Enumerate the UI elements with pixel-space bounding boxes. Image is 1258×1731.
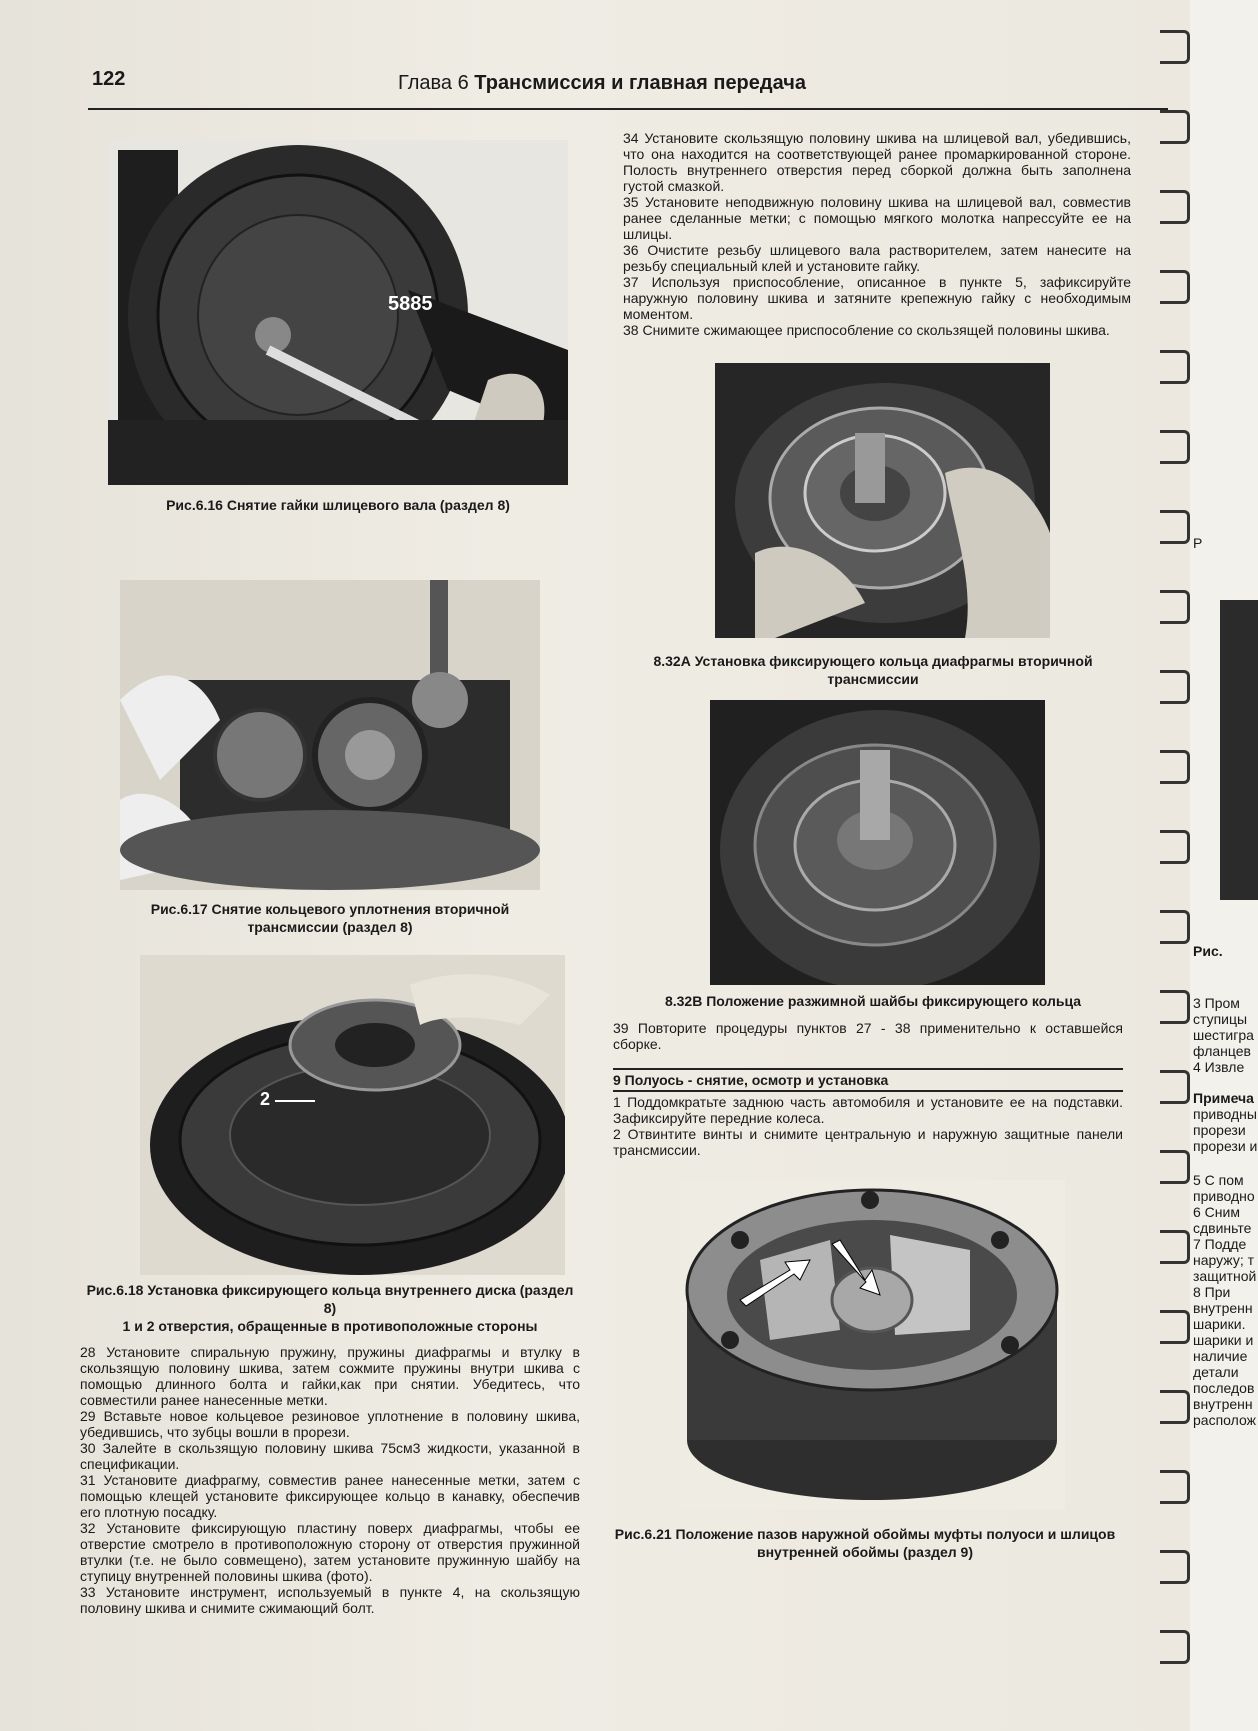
next-page-fragment: приводно bbox=[1193, 1188, 1255, 1204]
binding-ring bbox=[1160, 430, 1190, 464]
binding-ring bbox=[1160, 1550, 1190, 1584]
next-page-fragment: располож bbox=[1193, 1412, 1256, 1428]
binding-ring bbox=[1160, 1470, 1190, 1504]
expansion-washer-illustration bbox=[710, 700, 1045, 985]
diaphragm-ring-illustration bbox=[715, 363, 1050, 638]
next-page-fragment: 4 Извле bbox=[1193, 1059, 1245, 1075]
figure-6-18-subtitle: 1 и 2 отверстия, обращенные в противоположные стороны bbox=[122, 1318, 538, 1334]
next-page-fragment: последов bbox=[1193, 1380, 1255, 1396]
next-page-fragment: приводны bbox=[1193, 1106, 1257, 1122]
right-column-mid-text bbox=[613, 1020, 1123, 1052]
paragraph-35: 35 Установите неподвижную половину шкива на шлицевой вал, совместив ранее сделанные метки; с помощью мягкого молотка напрессуйте ее на шлицы. bbox=[623, 194, 1131, 242]
paragraph-38: 38 Снимите сжимающее приспособление со скользящей половины шкива. bbox=[623, 322, 1110, 338]
next-page-fragment: Примеча bbox=[1193, 1090, 1254, 1106]
binding-ring bbox=[1160, 670, 1190, 704]
section-9-heading: 9 Полуось - снятие, осмотр и установка bbox=[613, 1068, 1123, 1092]
section-9-paragraph-2: 2 Отвинтите винты и снимите центральную и наружную защитные панели трансмиссии. bbox=[613, 1126, 1123, 1158]
binding-ring bbox=[1160, 110, 1190, 144]
figure-6-18-photo bbox=[140, 955, 565, 1275]
next-page-fragment: фланцев bbox=[1193, 1043, 1251, 1059]
binding-ring bbox=[1160, 1070, 1190, 1104]
page-number: 122 bbox=[92, 68, 126, 90]
binding-ring bbox=[1160, 990, 1190, 1024]
binding-ring bbox=[1160, 750, 1190, 784]
next-page-fragment: ступицы bbox=[1193, 1011, 1248, 1027]
next-page-fragment: наличие bbox=[1193, 1348, 1248, 1364]
next-page-fragment: шарики. bbox=[1193, 1316, 1246, 1332]
figure-6-21-caption: Рис.6.21 Положение пазов наружной обоймы муфты полуоси и шлицов внутренней обоймы (раздел 9) bbox=[614, 1526, 1116, 1560]
chapter-name: Трансмиссия и главная передача bbox=[474, 72, 806, 94]
binding-ring bbox=[1160, 1310, 1190, 1344]
figure-6-17-caption: Рис.6.17 Снятие кольцевого уплотнения вторичной трансмиссии (раздел 8) bbox=[150, 901, 510, 935]
next-page-fragment: 8 При bbox=[1193, 1284, 1231, 1300]
next-page-fragment: детали bbox=[1193, 1364, 1239, 1380]
paragraph-29: 29 Вставьте новое кольцевое резиновое уплотнение в половину шкива, убедившись, что зубцы вошли в прорези. bbox=[80, 1408, 580, 1440]
paragraph-36: 36 Очистите резьбу шлицевого вала растворителем, затем нанесите на резьбу специальный клей и установите гайку. bbox=[623, 242, 1131, 274]
paragraph-28: 28 Установите спиральную пружину, пружины диафрагмы и втулку в скользящую половину шкива, затем сожмите пружины внутри шкива с помощью длинного болта и гайки,как при снятии. Убедитесь, что совместили ранее нанесенные метки. bbox=[80, 1344, 580, 1408]
next-page-fragment: 5 С пом bbox=[1193, 1172, 1244, 1188]
paragraph-32: 32 Установите фиксирующую пластину поверх диафрагмы, чтобы ее отверстие смотрело в противоположную сторону от отверстия пружинной втулки (т.е. не было совмещено), затем установите пружинную шайбу на ступицу внутренней половины шкива (фото). bbox=[80, 1520, 580, 1584]
next-page-fragment: прорези и bbox=[1193, 1138, 1258, 1154]
binding-ring bbox=[1160, 350, 1190, 384]
next-page-fragment: 6 Сним bbox=[1193, 1204, 1240, 1220]
figure-8-32a-caption: 8.32А Установка фиксирующего кольца диафрагмы вторичной трансмиссии bbox=[653, 653, 1093, 687]
binding-ring bbox=[1160, 590, 1190, 624]
binding-ring bbox=[1160, 1630, 1190, 1664]
next-page-fragment: Рис. bbox=[1193, 943, 1223, 959]
binding-ring bbox=[1160, 910, 1190, 944]
binding-ring bbox=[1160, 1150, 1190, 1184]
paragraph-30: 30 Залейте в скользящую половину шкива 75см3 жидкости, указанной в спецификации. bbox=[80, 1440, 580, 1472]
binding-ring bbox=[1160, 270, 1190, 304]
next-page-fragment: 3 Пром bbox=[1193, 995, 1240, 1011]
next-page-fragment: шарики и bbox=[1193, 1332, 1254, 1348]
next-page-fragment: 7 Подде bbox=[1193, 1236, 1247, 1252]
figure-6-16-photo bbox=[108, 140, 568, 485]
next-page-fragment: сдвиньте bbox=[1193, 1220, 1252, 1236]
next-page-fragment: Р bbox=[1193, 535, 1203, 551]
figure-6-18-caption bbox=[80, 1281, 580, 1335]
spiral-binding bbox=[1160, 20, 1220, 1720]
next-page-fragment: шестигра bbox=[1193, 1027, 1254, 1043]
figure-6-18-title: Рис.6.18 Установка фиксирующего кольца внутреннего диска (раздел 8) bbox=[86, 1282, 574, 1316]
figure-8-32b-photo bbox=[710, 700, 1045, 985]
binding-ring bbox=[1160, 190, 1190, 224]
figure-label-5885: 5885 bbox=[388, 293, 433, 315]
next-page-fragment: внутренн bbox=[1193, 1396, 1253, 1412]
binding-ring bbox=[1160, 30, 1190, 64]
paragraph-31: 31 Установите диафрагму, совместив ранее нанесенные метки, затем с помощью клещей установите фиксирующее кольцо в канавку, обеспечив его плотную посадку. bbox=[80, 1472, 580, 1520]
next-page-fragment: защитной bbox=[1193, 1268, 1257, 1284]
chapter-title bbox=[398, 72, 806, 95]
figure-label-2: 2 bbox=[260, 1089, 271, 1109]
gearbox-seal-illustration bbox=[120, 580, 540, 890]
figure-6-21-photo bbox=[680, 1180, 1065, 1510]
page-header bbox=[88, 68, 1168, 110]
binding-ring bbox=[1160, 510, 1190, 544]
paragraph-34: 34 Установите скользящую половину шкива на шлицевой вал, убедившись, что она находится на соответствующей ранее промаркированной стороне. Полость внутреннего отверстия перед сборкой должна быть заполнена густой смазкой. bbox=[623, 130, 1131, 194]
pulley-disc-illustration bbox=[140, 955, 565, 1275]
left-column-text bbox=[80, 1344, 580, 1616]
chapter-prefix: Глава 6 bbox=[398, 72, 469, 94]
binding-ring bbox=[1160, 1230, 1190, 1264]
next-page-fragment: внутренн bbox=[1193, 1300, 1253, 1316]
paragraph-37: 37 Используя приспособление, описанное в пункте 5, зафиксируйте наружную половину шкива и затяните крепежную гайку с необходимым моментом. bbox=[623, 274, 1131, 322]
next-page-fragment: прорези bbox=[1193, 1122, 1246, 1138]
binding-ring bbox=[1160, 830, 1190, 864]
paragraph-39: 39 Повторите процедуры пунктов 27 - 38 применительно к оставшейся сборке. bbox=[613, 1020, 1123, 1052]
section-9-paragraph-1: 1 Поддомкратьте заднюю часть автомобиля и установите ее на подставки. Зафиксируйте передние колеса. bbox=[613, 1094, 1123, 1126]
figure-6-17-photo bbox=[120, 580, 540, 890]
paragraph-33: 33 Установите инструмент, используемый в пункте 4, на скользящую половину шкива и снимите сжимающий болт. bbox=[80, 1584, 580, 1616]
figure-8-32b-caption: 8.32В Положение разжимной шайбы фиксирующего кольца bbox=[664, 993, 1082, 1009]
binding-ring bbox=[1160, 1390, 1190, 1424]
next-page-photo-fragment bbox=[1220, 600, 1258, 900]
next-page-fragment: наружу; т bbox=[1193, 1252, 1255, 1268]
figure-8-32a-photo bbox=[715, 363, 1050, 638]
pulley-wrench-illustration bbox=[108, 140, 568, 485]
cv-joint-illustration bbox=[680, 1180, 1065, 1510]
right-column-top-text bbox=[623, 130, 1131, 338]
section-9-text bbox=[613, 1094, 1123, 1158]
figure-6-16-caption: Рис.6.16 Снятие гайки шлицевого вала (раздел 8) bbox=[166, 497, 510, 513]
